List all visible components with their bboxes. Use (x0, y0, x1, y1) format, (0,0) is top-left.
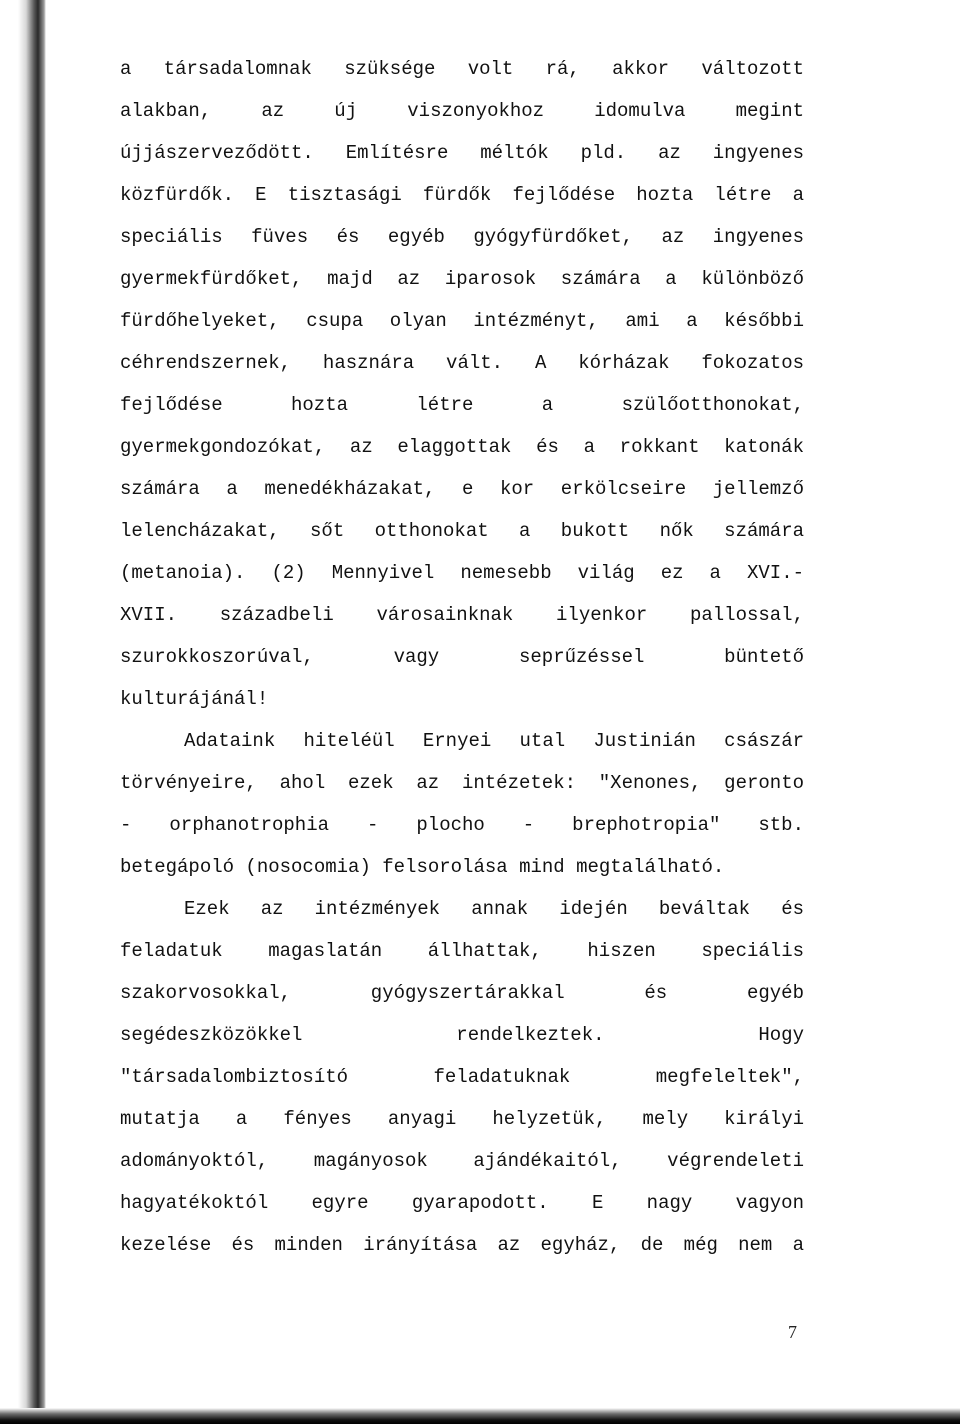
text-line: kezelése és minden irányítása az egyház, de még nem a (120, 1234, 804, 1256)
text-line: fejlődése hozta létre a szülőotthonokat, (120, 394, 804, 416)
text-line: mutatja a fényes anyagi helyzetük, mely királyi (120, 1108, 804, 1130)
text-line: újjászerveződött. Említésre méltók pld. az ingyenes (120, 142, 804, 164)
text-line: számára a menedékházakat, e kor erkölcseire jellemző (120, 478, 804, 500)
text-line: lelencházakat, sőt otthonokat a bukott nők számára (120, 520, 804, 542)
text-line: fürdőhelyeket, csupa olyan intézményt, ami a későbbi (120, 310, 804, 332)
paragraph-start-line: Ezek az intézmények annak idején beváltak és (184, 898, 804, 920)
scan-bottom-edge (0, 1408, 960, 1424)
text-line: adományoktól, magányosok ajándékaitól, végrendeleti (120, 1150, 804, 1172)
text-line: szakorvosokkal, gyógyszertárakkal és egyéb (120, 982, 804, 1004)
body-text (120, 48, 804, 1266)
text-line: betegápoló (nosocomia) felsorolása mind megtalálható. (120, 856, 725, 878)
text-line: hagyatékoktól egyre gyarapodott. E nagy vagyon (120, 1192, 804, 1214)
text-line: feladatuk magaslatán állhattak, hiszen speciális (120, 940, 804, 962)
page-number: 7 (788, 1322, 797, 1342)
text-line: (metanoia). (2) Mennyivel nemesebb világ ez a XVI.- (120, 562, 804, 584)
text-line: - orphanotrophia - plocho - brephotropia" stb. (120, 814, 804, 836)
text-line: közfürdők. E tisztasági fürdők fejlődése hozta létre a (120, 184, 804, 206)
text-line: a társadalomnak szüksége volt rá, akkor változott (120, 58, 804, 80)
text-line: céhrendszernek, hasznára vált. A kórházak fokozatos (120, 352, 804, 374)
text-line: "társadalombiztosító feladatuknak megfeleltek", (120, 1066, 804, 1088)
text-line: segédeszközökkel rendelkeztek. Hogy (120, 1024, 804, 1046)
text-line: kulturájánál! (120, 688, 269, 710)
text-line: gyermekfürdőket, majd az iparosok számára a különböző (120, 268, 804, 290)
text-line: speciális füves és egyéb gyógyfürdőket, az ingyenes (120, 226, 804, 248)
text-line: XVII. századbeli városainknak ilyenkor pallossal, (120, 604, 804, 626)
scan-binding-edge (0, 0, 46, 1424)
text-line: alakban, az új viszonyokhoz idomulva megint (120, 100, 804, 122)
text-line: törvényeire, ahol ezek az intézetek: "Xenones, geronto (120, 772, 804, 794)
paragraph-start-line: Adataink hiteléül Ernyei utal Justinián császár (184, 730, 804, 752)
text-line: szurokkoszorúval, vagy seprűzéssel büntető (120, 646, 804, 668)
text-line: gyermekgondozókat, az elaggottak és a rokkant katonák (120, 436, 804, 458)
